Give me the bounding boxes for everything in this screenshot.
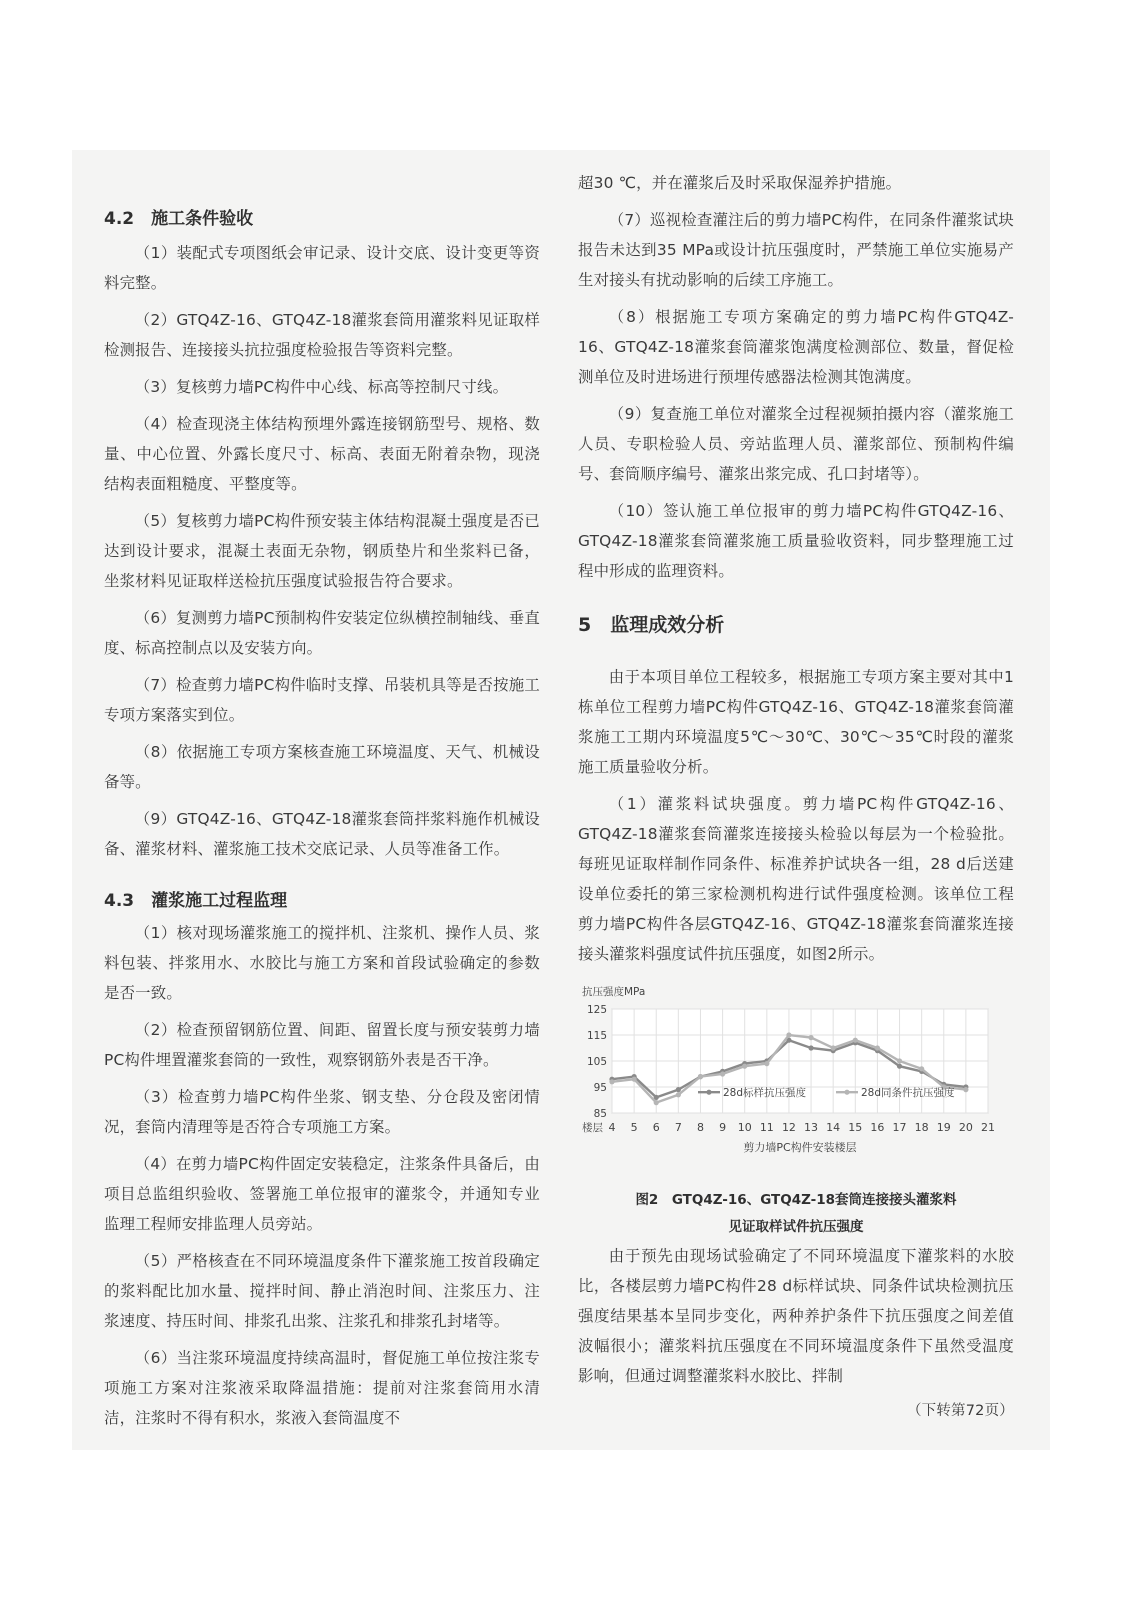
paragraph: （7）检查剪力墙PC构件临时支撑、吊装机具等是否按施工专项方案落实到位。	[104, 676, 540, 724]
paragraph: （7）巡视检查灌注后的剪力墙PC构件，在同条件灌浆试块报告未达到35 MPa或设计抗压强度时，严禁施工单位实施易产生对接头有扰动影响的后续工序施工。	[578, 211, 1014, 289]
data-point	[897, 1064, 902, 1069]
data-point	[831, 1045, 836, 1050]
line-chart	[578, 981, 1014, 1187]
data-point	[897, 1058, 902, 1063]
paragraph: （5）严格核查在不同环境温度条件下灌浆施工按首段确定的浆料配比加水量、搅拌时间、静止消泡时间、注浆压力、注浆速度、持压时间、排浆孔出浆、注浆孔和排浆孔封堵等。	[104, 1252, 540, 1330]
data-point	[632, 1077, 637, 1082]
x-tick-label: 5	[630, 1121, 638, 1134]
paragraph: （10）签认施工单位报审的剪力墙PC构件GTQ4Z-16、GTQ4Z-18灌浆套筒灌浆施工质量验收资料，同步整理施工过程中形成的监理资料。	[578, 502, 1014, 580]
y-tick-label: 95	[593, 1082, 607, 1094]
x-tick-label: 6	[652, 1121, 660, 1134]
paragraph: （5）复核剪力墙PC构件预安装主体结构混凝土强度是否已达到设计要求，混凝土表面无杂物，钢质垫片和坐浆料已备，坐浆材料见证取样送检抗压强度试验报告符合要求。	[104, 512, 540, 590]
figure-2-chart	[578, 981, 1014, 1187]
x-tick-label: 21	[981, 1121, 995, 1134]
legend-swatch-marker	[844, 1090, 849, 1095]
paragraph: （4）检查现浇主体结构预埋外露连接钢筋型号、规格、数量、中心位置、外露长度尺寸、标高、表面无附着杂物，现浇结构表面粗糙度、平整度等。	[104, 415, 540, 493]
data-point	[676, 1087, 681, 1092]
x-tick-label: 18	[914, 1121, 929, 1134]
paragraph: （8）依据施工专项方案核查施工环境温度、天气、机械设备等。	[104, 743, 540, 791]
x-tick-label: 16	[870, 1121, 885, 1134]
legend-swatch-marker	[706, 1090, 711, 1095]
paragraph: （3）检查剪力墙PC构件坐浆、钢支垫、分仓段及密闭情况，套筒内清理等是否符合专项施工方案。	[104, 1088, 540, 1136]
x-tick-label: 17	[892, 1121, 907, 1134]
paragraph: 由于本项目单位工程较多，根据施工专项方案主要对其中1栋单位工程剪力墙PC构件GTQ4Z-16、GTQ4Z-18灌浆套筒灌浆施工工期内环境温度5℃～30℃、30℃～35℃时段的灌浆施工质量验收分析。	[578, 668, 1014, 776]
paragraph: （9）复查施工单位对灌浆全过程视频拍摄内容（灌浆施工人员、专职检验人员、旁站监理人员、灌浆部位、预制构件编号、套筒顺序编号、灌浆出浆完成、孔口封堵等）。	[578, 405, 1014, 483]
legend-label: 28d同条件抗压强度	[861, 1087, 955, 1100]
x-prefix-label: 楼层	[582, 1122, 603, 1134]
data-point	[742, 1064, 747, 1069]
paragraph: （8）根据施工专项方案确定的剪力墙PC构件GTQ4Z-16、GTQ4Z-18灌浆套筒灌浆饱满度检测部位、数量，督促检测单位及时进场进行预埋传感器法检测其饱满度。	[578, 308, 1014, 386]
continued-on-note: （下转第72页）	[906, 1403, 1014, 1419]
data-point	[764, 1061, 769, 1066]
paragraph: （3）复核剪力墙PC构件中心线、标高等控制尺寸线。	[134, 378, 509, 396]
figure-caption-line-2: 见证取样试件抗压强度	[728, 1219, 864, 1235]
data-point	[808, 1045, 813, 1050]
paragraph: （1）核对现场灌浆施工的搅拌机、注浆机、操作人员、浆料包装、拌浆用水、水胶比与施工方案和首段试验确定的参数是否一致。	[104, 924, 540, 1002]
paragraph: （4）在剪力墙PC构件固定安装稳定，注浆条件具备后，由项目总监组织验收、签署施工单位报审的灌浆令，并通知专业监理工程师安排监理人员旁站。	[104, 1155, 540, 1233]
data-point	[853, 1038, 858, 1043]
data-point	[963, 1087, 968, 1092]
left-column	[104, 204, 540, 1440]
x-tick-label: 10	[737, 1121, 752, 1134]
x-tick-label: 4	[608, 1121, 616, 1134]
x-axis-label: 剪力墙PC构件安装楼层	[743, 1141, 857, 1154]
data-point	[875, 1045, 880, 1050]
paragraph: （2）检查预留钢筋位置、间距、留置长度与预安装剪力墙PC构件埋置灌浆套筒的一致性，观察钢筋外表是否干净。	[104, 1021, 540, 1069]
data-point	[808, 1035, 813, 1040]
right-column	[578, 168, 1014, 1424]
data-point	[654, 1100, 659, 1105]
paragraph: （1）灌浆料试块强度。剪力墙PC构件GTQ4Z-16、GTQ4Z-18灌浆套筒灌浆连接接头检验以每层为一个检验批。每班见证取样制作同条件、标准养护试块各一组，28 d后送建设单位委托的第三家检测机构进行试件强度检测。该单位工程剪力墙PC构件各层GTQ4Z-16、GTQ4Z-18灌浆套筒灌浆连接接头灌浆料强度试件抗压强度，如图2所示。	[578, 795, 1014, 963]
paragraph: （6）当注浆环境温度持续高温时，督促施工单位按注浆专项施工方案对注浆液采取降温措施：提前对注浆套筒用水清洁，注浆时不得有积水，浆液入套筒温度不	[104, 1349, 540, 1427]
paragraph: （2）GTQ4Z-16、GTQ4Z-18灌浆套筒用灌浆料见证取样检测报告、连接接头抗拉强度检验报告等资料完整。	[104, 311, 540, 359]
data-point	[919, 1066, 924, 1071]
data-point	[786, 1032, 791, 1037]
y-tick-label: 125	[586, 1004, 607, 1016]
x-tick-label: 19	[936, 1121, 951, 1134]
y-tick-label: 115	[586, 1030, 607, 1042]
x-tick-label: 13	[804, 1121, 819, 1134]
legend-label: 28d标样抗压强度	[723, 1087, 807, 1100]
x-tick-label: 15	[848, 1121, 863, 1134]
x-tick-label: 7	[674, 1121, 682, 1134]
x-tick-label: 12	[781, 1121, 796, 1134]
x-tick-label: 9	[719, 1121, 727, 1134]
data-point	[609, 1079, 614, 1084]
data-point	[698, 1074, 703, 1079]
x-tick-label: 11	[759, 1121, 774, 1134]
paragraph: （9）GTQ4Z-16、GTQ4Z-18灌浆套筒拌浆料施作机械设备、灌浆材料、灌浆施工技术交底记录、人员等准备工作。	[104, 810, 540, 858]
data-point	[720, 1071, 725, 1076]
paragraph: （1）装配式专项图纸会审记录、设计交底、设计变更等资料完整。	[104, 244, 540, 292]
y-axis-label: 抗压强度MPa	[582, 986, 646, 998]
section-5-heading: 5 监理成效分析	[578, 614, 725, 636]
document-page	[72, 150, 1050, 1450]
x-tick-label: 20	[958, 1121, 973, 1134]
x-tick-label: 8	[696, 1121, 704, 1134]
section-4-3-heading: 4.3 灌浆施工过程监理	[104, 891, 288, 911]
section-4-2-heading: 4.2 施工条件验收	[104, 209, 254, 229]
paragraph: （6）复测剪力墙PC预制构件安装定位纵横控制轴线、垂直度、标高控制点以及安装方向。	[104, 609, 540, 657]
y-tick-label: 105	[586, 1056, 607, 1068]
y-tick-label: 85	[593, 1108, 607, 1120]
paragraph: 由于预先由现场试验确定了不同环境温度下灌浆料的水胶比，各楼层剪力墙PC构件28 d标样试块、同条件试块检测抗压强度结果基本呈同步变化，两种养护条件下抗压强度之间差值波幅很小；灌浆料抗压强度在不同环境温度条件下虽然受温度影响，但通过调整灌浆料水胶比、拌制	[578, 1247, 1014, 1385]
data-point	[676, 1092, 681, 1097]
x-tick-label: 14	[826, 1121, 841, 1134]
figure-caption-line-1: 图2 GTQ4Z-16、GTQ4Z-18套筒连接接头灌浆料	[635, 1192, 957, 1208]
paragraph-continued: 超30 ℃，并在灌浆后及时采取保湿养护措施。	[578, 174, 902, 192]
